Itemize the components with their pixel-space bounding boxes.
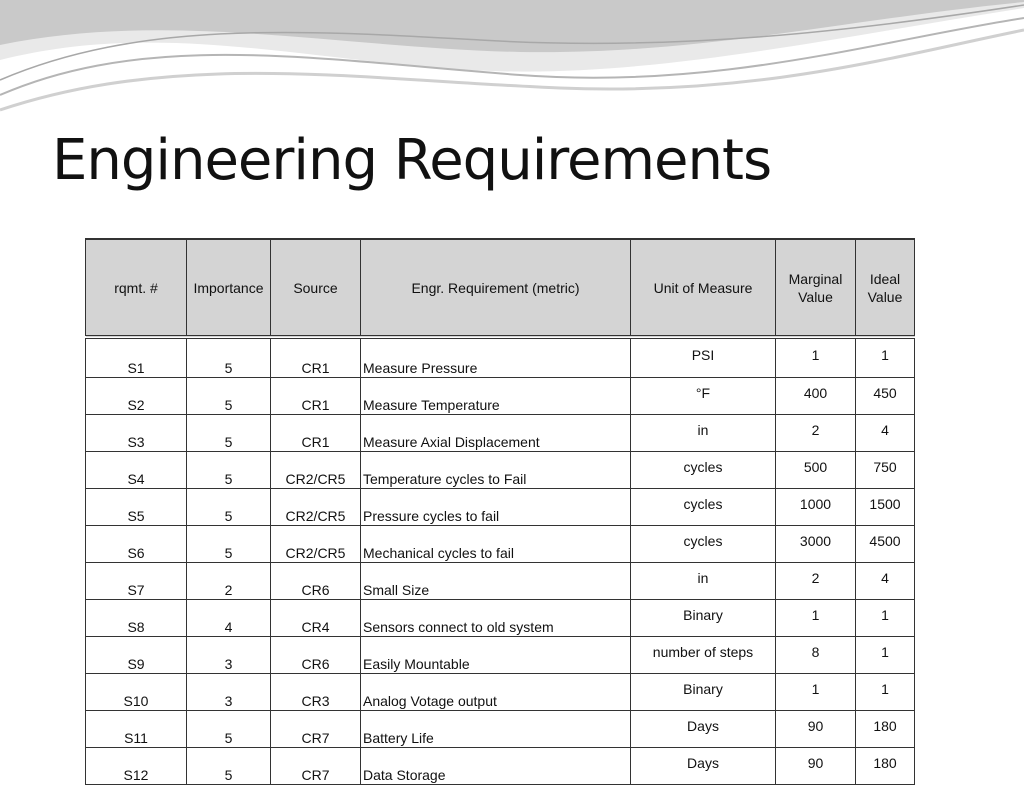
cell-source: CR3 [271,674,361,711]
header-rqmt: rqmt. # [86,239,187,337]
cell-marginal: 1 [776,337,856,378]
cell-source: CR7 [271,748,361,785]
cell-requirement: Small Size [361,563,631,600]
cell-marginal: 90 [776,748,856,785]
cell-ideal: 1500 [856,489,915,526]
cell-marginal: 2 [776,415,856,452]
header-ideal: Ideal Value [856,239,915,337]
cell-unit: cycles [631,489,776,526]
cell-requirement: Analog Votage output [361,674,631,711]
cell-ideal: 180 [856,711,915,748]
cell-source: CR7 [271,711,361,748]
cell-unit: cycles [631,452,776,489]
cell-ideal: 450 [856,378,915,415]
cell-importance: 5 [187,748,271,785]
cell-source: CR2/CR5 [271,526,361,563]
cell-importance: 5 [187,378,271,415]
cell-source: CR1 [271,378,361,415]
cell-rqmt: S9 [86,637,187,674]
requirements-table [85,238,915,785]
table-row [86,563,915,600]
cell-requirement: Easily Mountable [361,637,631,674]
table-row [86,526,915,563]
cell-ideal: 1 [856,337,915,378]
cell-importance: 5 [187,337,271,378]
table-row [86,415,915,452]
cell-ideal: 1 [856,600,915,637]
table-row [86,452,915,489]
cell-importance: 3 [187,637,271,674]
table-row [86,637,915,674]
table-row [86,600,915,637]
cell-rqmt: S8 [86,600,187,637]
cell-unit: cycles [631,526,776,563]
header-source: Source [271,239,361,337]
cell-unit: Days [631,711,776,748]
cell-ideal: 1 [856,674,915,711]
slide-title: Engineering Requirements [52,128,772,193]
cell-rqmt: S11 [86,711,187,748]
cell-marginal: 3000 [776,526,856,563]
cell-rqmt: S2 [86,378,187,415]
cell-rqmt: S6 [86,526,187,563]
cell-importance: 5 [187,489,271,526]
cell-marginal: 400 [776,378,856,415]
cell-ideal: 180 [856,748,915,785]
cell-rqmt: S1 [86,337,187,378]
cell-marginal: 2 [776,563,856,600]
cell-rqmt: S3 [86,415,187,452]
table-row [86,337,915,378]
header-unit: Unit of Measure [631,239,776,337]
table-row [86,748,915,785]
cell-importance: 5 [187,415,271,452]
header-requirement: Engr. Requirement (metric) [361,239,631,337]
cell-source: CR2/CR5 [271,452,361,489]
cell-requirement: Pressure cycles to fail [361,489,631,526]
cell-requirement: Measure Pressure [361,337,631,378]
cell-marginal: 1 [776,600,856,637]
cell-unit: Binary [631,674,776,711]
cell-requirement: Measure Axial Displacement [361,415,631,452]
cell-ideal: 4 [856,563,915,600]
cell-marginal: 1 [776,674,856,711]
cell-unit: number of steps [631,637,776,674]
cell-unit: PSI [631,337,776,378]
header-importance: Importance [187,239,271,337]
cell-source: CR2/CR5 [271,489,361,526]
cell-importance: 3 [187,674,271,711]
cell-ideal: 4500 [856,526,915,563]
cell-unit: Binary [631,600,776,637]
cell-ideal: 1 [856,637,915,674]
cell-importance: 5 [187,711,271,748]
cell-importance: 5 [187,452,271,489]
table-row [86,674,915,711]
cell-requirement: Mechanical cycles to fail [361,526,631,563]
cell-rqmt: S7 [86,563,187,600]
cell-importance: 5 [187,526,271,563]
header-marginal: Marginal Value [776,239,856,337]
cell-unit: in [631,563,776,600]
table-row [86,378,915,415]
cell-ideal: 750 [856,452,915,489]
cell-requirement: Measure Temperature [361,378,631,415]
table-row [86,711,915,748]
cell-unit: Days [631,748,776,785]
cell-ideal: 4 [856,415,915,452]
cell-requirement: Data Storage [361,748,631,785]
cell-rqmt: S5 [86,489,187,526]
cell-source: CR4 [271,600,361,637]
cell-marginal: 90 [776,711,856,748]
cell-unit: °F [631,378,776,415]
cell-source: CR6 [271,563,361,600]
cell-source: CR6 [271,637,361,674]
cell-source: CR1 [271,337,361,378]
cell-marginal: 8 [776,637,856,674]
cell-unit: in [631,415,776,452]
cell-rqmt: S4 [86,452,187,489]
decorative-swoosh [0,0,1024,120]
cell-rqmt: S12 [86,748,187,785]
table-header-row [86,239,915,337]
cell-requirement: Temperature cycles to Fail [361,452,631,489]
cell-marginal: 500 [776,452,856,489]
table-row [86,489,915,526]
cell-importance: 4 [187,600,271,637]
cell-requirement: Battery Life [361,711,631,748]
cell-marginal: 1000 [776,489,856,526]
cell-importance: 2 [187,563,271,600]
cell-source: CR1 [271,415,361,452]
cell-requirement: Sensors connect to old system [361,600,631,637]
cell-rqmt: S10 [86,674,187,711]
